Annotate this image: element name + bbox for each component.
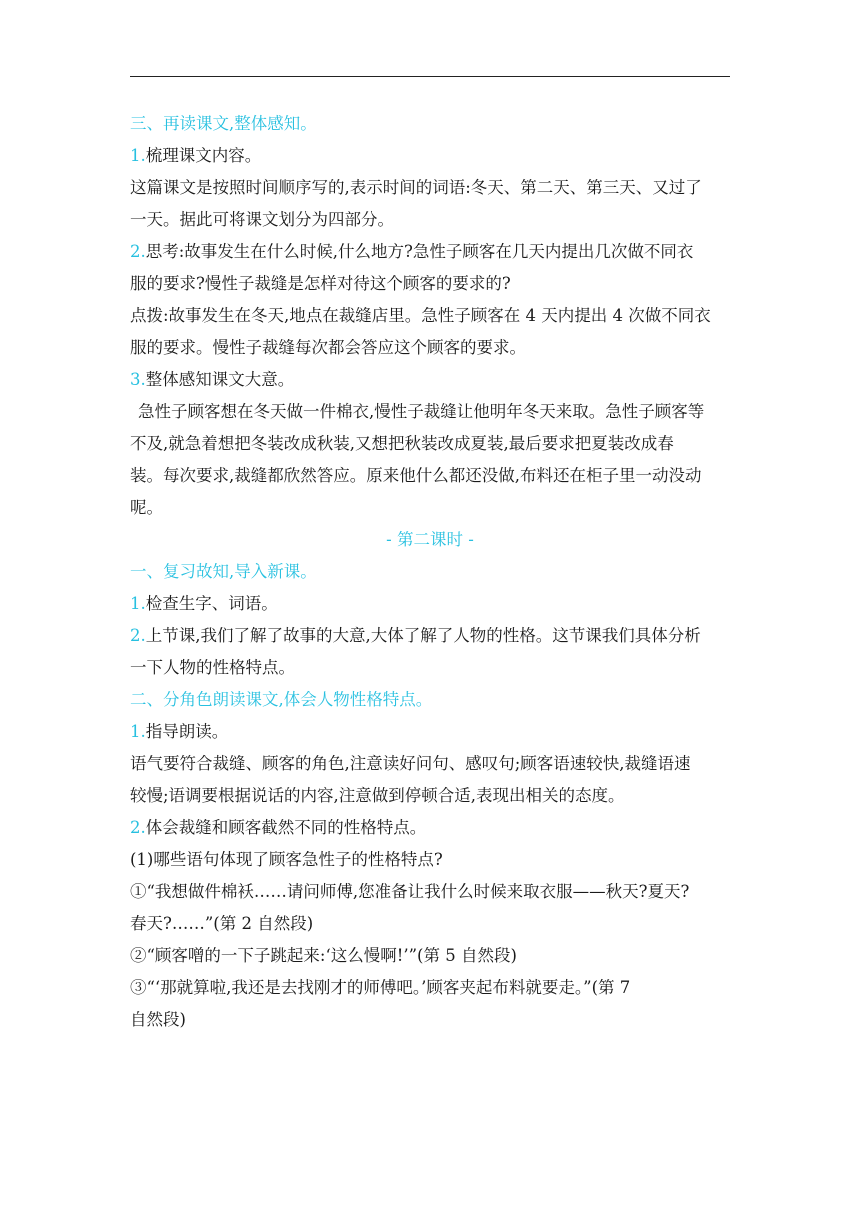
accent-text: 2. — [130, 818, 146, 837]
accent-text: 1. — [130, 722, 146, 741]
text-line — [130, 460, 730, 492]
body-text: 春天?……”(第 2 自然段) — [130, 914, 314, 933]
body-text: 急性子顾客想在冬天做一件棉衣,慢性子裁缝让他明年冬天来取。急性子顾客等 — [138, 402, 705, 421]
body-text: 体会裁缝和顾客截然不同的性格特点。 — [145, 818, 427, 837]
text-line — [130, 332, 730, 364]
body-text: 自然段) — [130, 1010, 186, 1029]
body-text: 指导朗读。 — [145, 722, 229, 741]
text-line — [130, 876, 730, 908]
text-line — [130, 812, 730, 844]
text-line — [130, 1004, 730, 1036]
body-text: 思考:故事发生在什么时候,什么地方?急性子顾客在几天内提出几次做不同衣 — [145, 242, 694, 261]
body-text: 呢。 — [130, 498, 163, 517]
body-text: 这篇课文是按照时间顺序写的,表示时间的词语:冬天、第二天、第三天、又过了 — [130, 178, 702, 197]
text-line — [130, 268, 730, 300]
document-body — [130, 108, 730, 1036]
text-line — [130, 908, 730, 940]
body-text: 整体感知课文大意。 — [145, 370, 295, 389]
body-text: 上节课,我们了解了故事的大意,大体了解了人物的性格。这节课我们具体分析 — [145, 626, 701, 645]
body-text: 一天。据此可将课文划分为四部分。 — [130, 210, 394, 229]
text-line — [130, 492, 730, 524]
body-text: 检查生字、词语。 — [145, 594, 278, 613]
header-rule — [130, 76, 730, 77]
section-heading — [130, 524, 730, 556]
body-text: 较慢;语调要根据说话的内容,注意做到停顿合适,表现出相关的态度。 — [130, 786, 625, 805]
text-line — [130, 844, 730, 876]
text-line — [130, 940, 730, 972]
text-line — [130, 108, 730, 140]
text-line — [130, 684, 730, 716]
body-text: 不及,就急着想把冬装改成秋装,又想把秋装改成夏装,最后要求把夏装改成春 — [130, 434, 674, 453]
text-line — [130, 588, 730, 620]
text-line — [130, 620, 730, 652]
body-text: ①“我想做件棉袄……请问师傅,您准备让我什么时候来取衣服——秋天?夏天? — [130, 882, 690, 901]
accent-text: 1. — [130, 594, 146, 613]
body-text: 梳理课文内容。 — [145, 146, 262, 165]
accent-text: 二、分角色朗读课文,体会人物性格特点。 — [130, 690, 433, 709]
accent-text: 2. — [130, 242, 146, 261]
body-text: 语气要符合裁缝、顾客的角色,注意读好问句、感叹句;顾客语速较快,裁缝语速 — [130, 754, 691, 773]
text-line — [130, 972, 730, 1004]
body-text: ②“顾客噌的一下子跳起来:‘这么慢啊!’”(第 5 自然段) — [130, 946, 517, 965]
text-line — [130, 428, 730, 460]
accent-text: 1. — [130, 146, 146, 165]
text-line — [130, 236, 730, 268]
text-line — [130, 140, 730, 172]
body-text: 点拨:故事发生在冬天,地点在裁缝店里。急性子顾客在 4 天内提出 4 次做不同衣 — [130, 306, 711, 325]
text-line — [130, 556, 730, 588]
text-line — [130, 652, 730, 684]
accent-text: 一、复习故知,导入新课。 — [130, 562, 317, 581]
accent-text: 三、再读课文,整体感知。 — [130, 114, 317, 133]
accent-text: 3. — [130, 370, 146, 389]
text-line — [130, 300, 730, 332]
body-text: 服的要求。慢性子裁缝每次都会答应这个顾客的要求。 — [130, 338, 526, 357]
text-line — [130, 780, 730, 812]
body-text: (1)哪些语句体现了顾客急性子的性格特点? — [130, 850, 443, 869]
text-line — [130, 204, 730, 236]
body-text: 一下人物的性格特点。 — [130, 658, 295, 677]
body-text: 装。每次要求,裁缝都欣然答应。原来他什么都还没做,布料还在柜子里一动没动 — [130, 466, 702, 485]
text-line — [130, 748, 730, 780]
body-text: ③“‘那就算啦,我还是去找刚才的师傅吧。’顾客夹起布料就要走。”(第 7 — [130, 978, 631, 997]
body-text: 服的要求?慢性子裁缝是怎样对待这个顾客的要求的? — [130, 274, 511, 293]
accent-text: - 第二课时 - — [386, 530, 474, 549]
accent-text: 2. — [130, 626, 146, 645]
text-line — [130, 716, 730, 748]
text-line — [130, 172, 730, 204]
text-line — [130, 396, 730, 428]
text-line — [130, 364, 730, 396]
